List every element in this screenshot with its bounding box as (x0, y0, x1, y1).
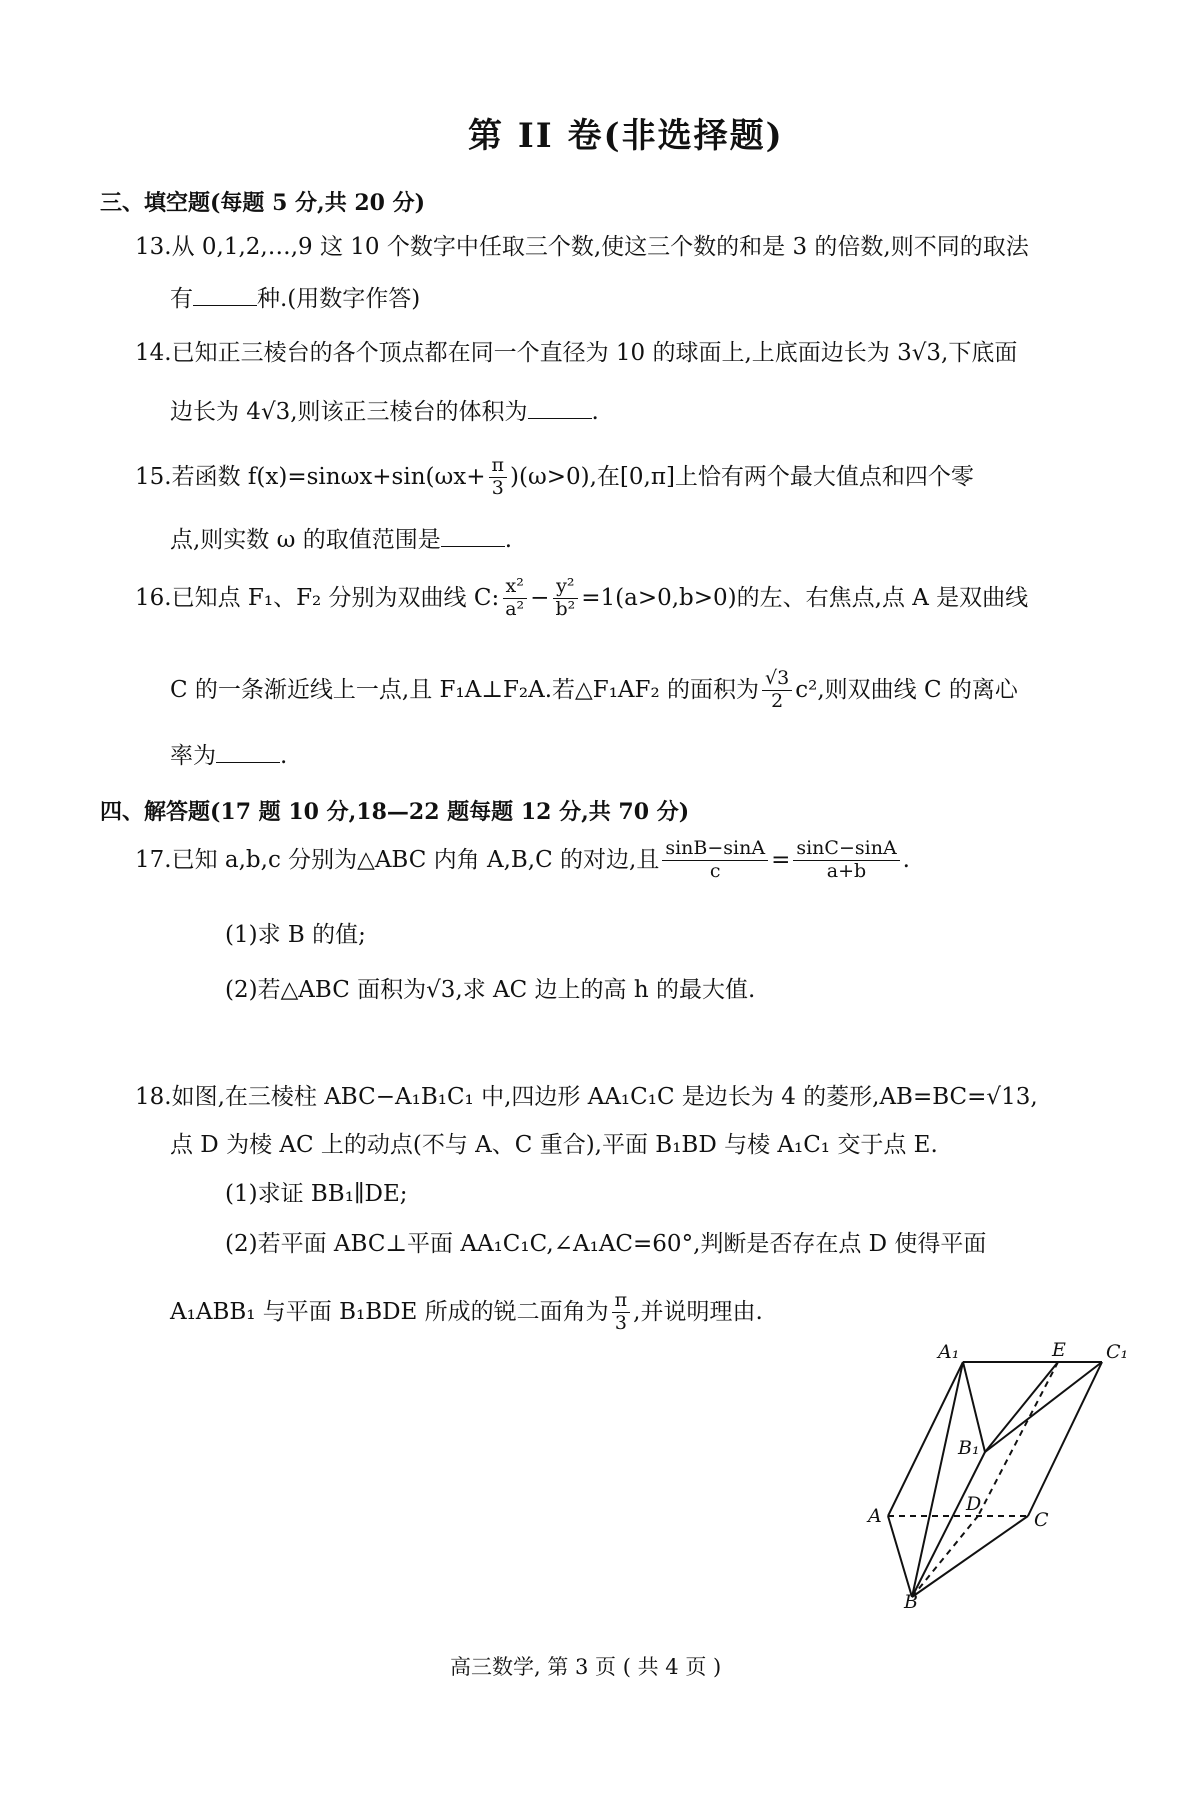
q18-part2: (2)若平面 ABC⊥平面 AA₁C₁C,∠A₁AC=60°,判断是否存在点 D 使得平面 (225, 1231, 987, 1257)
section-3-title: 三、填空题(每题 5 分,共 20 分) (100, 190, 426, 216)
fraction: $\frac{\sin C-\sin A}{a+b}$ (793, 838, 899, 883)
q14-line1: 14.已知正三棱台的各个顶点都在同一个直径为 10 的球面上,上底面边长为 3√3,下底面 (135, 340, 1018, 366)
edge-a1b (912, 1362, 963, 1597)
fraction: $\frac{\pi}{3}$ (489, 455, 508, 500)
q17-part2: (2)若△ABC 面积为√3,求 AC 边上的高 h 的最大值. (225, 977, 756, 1003)
q16-line1: 16.已知点 F₁、F₂ 分别为双曲线 C: $\frac{\text{x²}}{\text{a²}}$ − $\frac{\text{y²}}{\text{b²}}$ =1(a>0,b>0)的左、右焦点,点 A 是双曲线 (135, 575, 1029, 620)
q13-line1: 13.从 0,1,2,…,9 这 10 个数字中任取三个数,使这三个数的和是 3 的倍数,则不同的取法 (135, 234, 1029, 260)
edge-bb1 (912, 1452, 985, 1597)
label-c: C (1034, 1509, 1049, 1531)
q16-line2: C 的一条渐近线上一点,且 F₁A⊥F₂A.若△F₁AF₂ 的面积为 $\frac{√3}{2}$ c²,则双曲线 C 的离心 (170, 667, 1018, 712)
q15-line1: 15.若函数 f(x)=sinωx+sin(ωx+ $\frac{\pi}{3}$ )(ω>0),在[0,π]上恰有两个最大值点和四个零 (135, 454, 974, 499)
answer-blank (193, 287, 257, 306)
label-d: D (966, 1493, 982, 1515)
fraction: $\frac{\pi}{3}$ (612, 1290, 631, 1335)
q18-part1: (1)求证 BB₁∥DE; (225, 1181, 408, 1207)
edge-aa1 (888, 1362, 963, 1516)
fraction: $\frac{\text{y²}}{\text{b²}}$ (552, 576, 578, 621)
edge-b1c1 (985, 1362, 1102, 1452)
fraction: $\frac{√3}{2}$ (762, 668, 792, 713)
edge-bc (912, 1516, 1028, 1597)
label-b1: B₁ (958, 1437, 980, 1459)
fraction: $\frac{\text{x²}}{\text{a²}}$ (502, 576, 527, 621)
q18-line3: A₁ABB₁ 与平面 B₁BDE 所成的锐二面角为 $\frac{\pi}{3}$ ,并说明理由. (170, 1289, 763, 1334)
q16-line3: 率为 . (170, 743, 288, 769)
q17-stem: 17.已知 a,b,c 分别为△ABC 内角 A,B,C 的对边,且 $\frac{\sin B-\sin A}{c}$ = $\frac{\sin C-\sin A}{a+b}$ . (135, 837, 910, 882)
q13-line2: 有 种.(用数字作答) (170, 286, 421, 312)
label-b: B (904, 1591, 918, 1610)
q18-line2: 点 D 为棱 AC 上的动点(不与 A、C 重合),平面 B₁BD 与棱 A₁C₁ 交于点 E. (170, 1132, 938, 1158)
edge-ed-hidden (978, 1362, 1058, 1516)
q15-line2: 点,则实数 ω 的取值范围是 . (170, 527, 513, 553)
section-4-title: 四、解答题(17 题 10 分,18—22 题每题 12 分,共 70 分) (100, 799, 690, 825)
label-e: E (1052, 1340, 1066, 1361)
label-a1: A₁ (938, 1341, 960, 1363)
label-a: A (868, 1505, 882, 1527)
answer-blank (528, 400, 592, 419)
edge-bd-hidden (912, 1516, 978, 1597)
page-footer: 高三数学, 第 3 页 ( 共 4 页 ) (450, 1655, 722, 1679)
edge-b1e (985, 1362, 1058, 1452)
fraction: $\frac{\sin B-\sin A}{c}$ (662, 838, 768, 883)
q18-line1: 18.如图,在三棱柱 ABC−A₁B₁C₁ 中,四边形 AA₁C₁C 是边长为 4 的菱形,AB=BC=√13, (135, 1084, 1038, 1110)
page-title: 第 II 卷(非选择题) (468, 116, 784, 156)
q14-line2: 边长为 4√3,则该正三棱台的体积为 . (170, 399, 599, 425)
q17-part1: (1)求 B 的值; (225, 922, 366, 948)
edge-ab (888, 1516, 912, 1597)
label-c1: C₁ (1106, 1341, 1129, 1363)
answer-blank (441, 528, 505, 547)
prism-figure (850, 1340, 1150, 1610)
answer-blank (216, 744, 280, 763)
